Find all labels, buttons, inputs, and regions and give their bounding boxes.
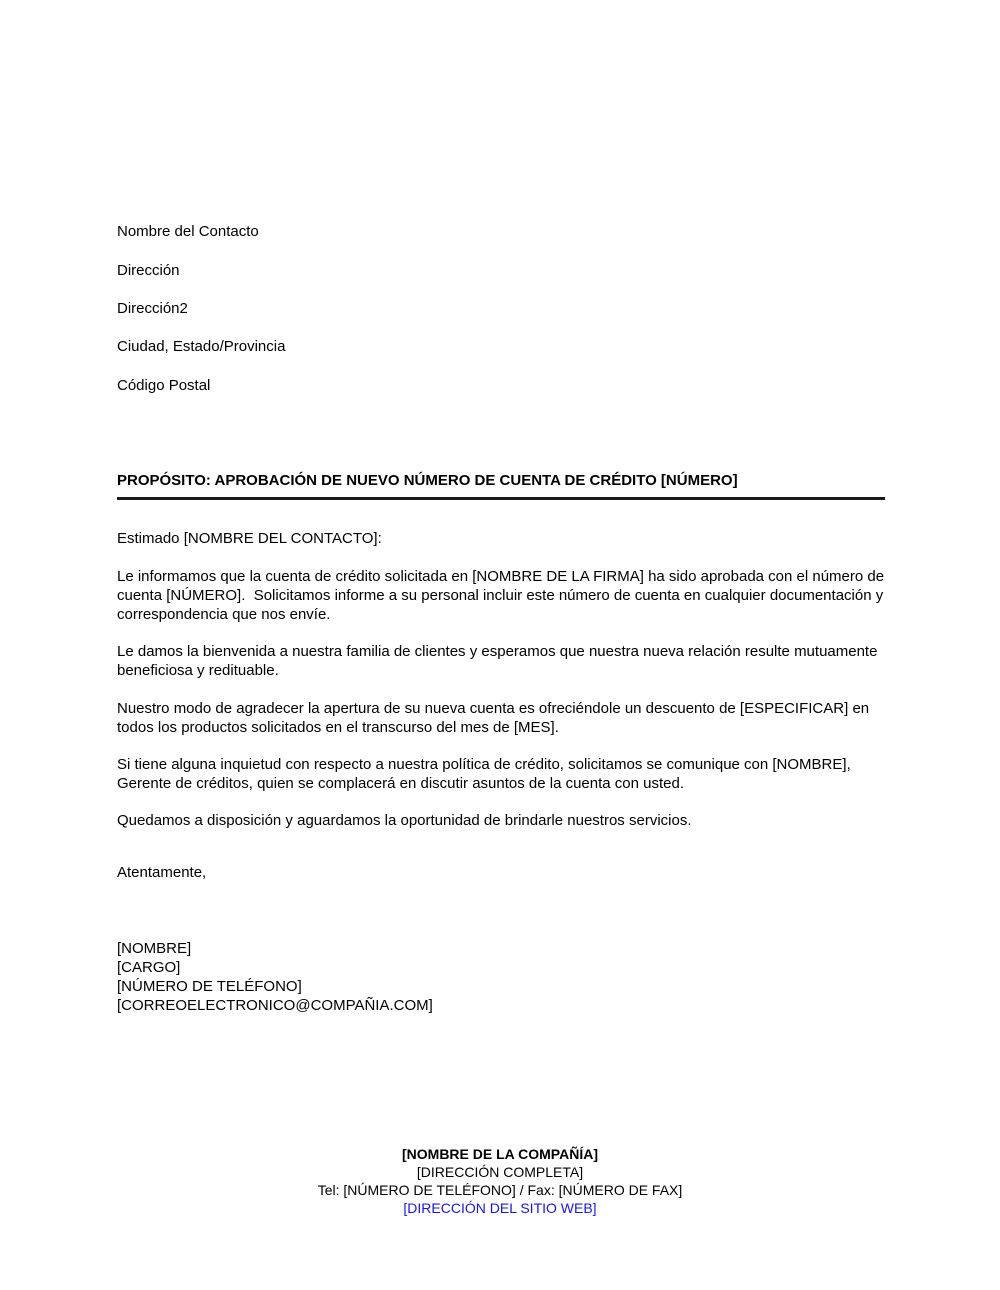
recipient-address-line-2: Dirección2 [117, 300, 188, 318]
body-paragraph-3: Nuestro modo de agradecer la apertura de su nueva cuenta es ofreciéndole un descuento de [ESPECIFICAR] en todos los productos solicitados en el transcurso del mes de [MES]. [117, 699, 874, 736]
body-paragraph-2: Le damos la bienvenida a nuestra familia de clientes y esperamos que nuestra nueva relación resulte mutuamente beneficiosa y redituable. [117, 643, 882, 680]
signature-title: [CARGO] [117, 959, 181, 977]
signature-block [117, 939, 885, 1016]
salutation: Estimado [NOMBRE DEL CONTACTO]: [117, 530, 382, 548]
subject-heading: PROPÓSITO: APROBACIÓN DE NUEVO NÚMERO DE CUENTA DE CRÉDITO [NÚMERO] [117, 472, 738, 490]
signature-name: [NOMBRE] [117, 939, 192, 957]
recipient-address-block [117, 203, 885, 414]
recipient-name: Nombre del Contacto [117, 223, 259, 241]
subject-section [117, 471, 885, 500]
signature-email: [CORREOELECTRONICO@COMPAÑIA.COM] [117, 997, 433, 1015]
footer-address: [DIRECCIÓN COMPLETA] [416, 1164, 584, 1180]
footer-company-name: [NOMBRE DE LA COMPAÑÍA] [402, 1146, 598, 1162]
letter-content [117, 203, 889, 1016]
footer-website-link[interactable]: [DIRECCIÓN DEL SITIO WEB] [403, 1200, 597, 1216]
page-footer [0, 1145, 1000, 1217]
horizontal-rule [117, 497, 885, 500]
closing-salutation: Atentamente, [117, 863, 207, 881]
body-paragraph-5: Quedamos a disposición y aguardamos la oportunidad de brindarle nuestros servicios. [117, 812, 692, 830]
body-paragraph-4: Si tiene alguna inquietud con respecto a nuestra política de crédito, solicitamos se comunique con [NOMBRE], Gerente de créditos, quien se complacerá en discutir asuntos de la cuenta con usted. [117, 756, 855, 793]
recipient-city-state: Ciudad, Estado/Provincia [117, 338, 286, 356]
body-paragraph-1: Le informamos que la cuenta de crédito solicitada en [NOMBRE DE LA FIRMA] ha sido aprobada con el número de cuenta [NÚMERO]. Solicitamos informe a su personal incluir este número de cuenta en cualquier documentación y correspondencia que nos envíe. [117, 567, 889, 624]
recipient-postal-code: Código Postal [117, 376, 211, 394]
footer-contact: Tel: [NÚMERO DE TELÉFONO] / Fax: [NÚMERO DE FAX] [317, 1182, 683, 1198]
recipient-address-line-1: Dirección [117, 261, 180, 279]
signature-phone: [NÚMERO DE TELÉFONO] [117, 978, 302, 996]
